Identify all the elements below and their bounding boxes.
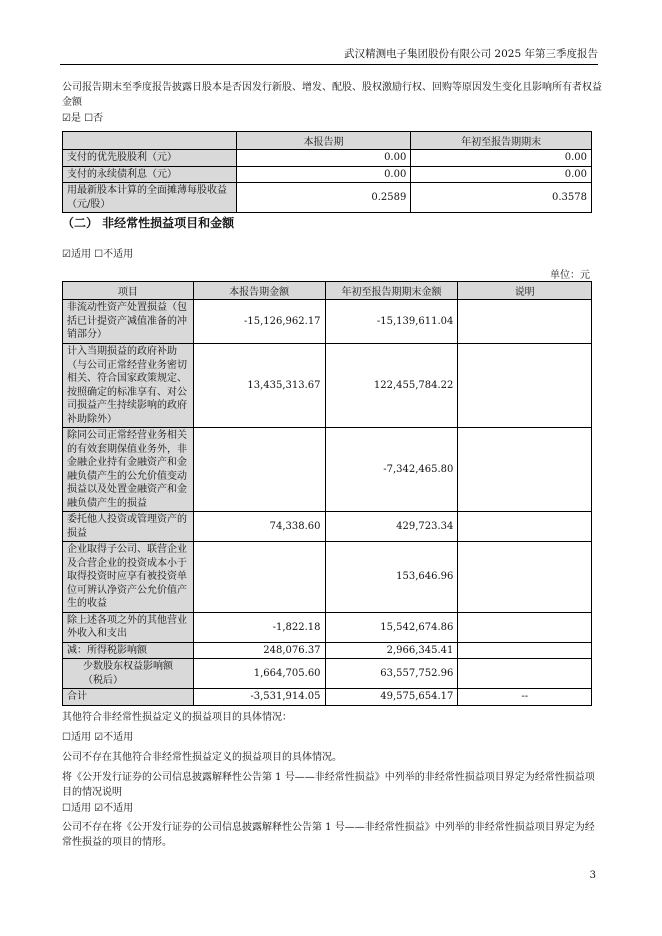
table1-header-ytd: 年初至报告期期末 [411,132,592,150]
table2-cell: 122,455,784.22 [325,344,458,428]
table2-cell: -7,342,465.80 [325,428,458,512]
table2-row-label: 除同公司正常经营业务相关的有效套期保值业务外，非金融企业持有金融资产和金融负债产生的公允价值变动损益以及处置金融资产和金融负债产生的损益 [63,428,194,512]
table2-note [458,344,592,428]
intro-text: 公司报告期末至季度报告披露日股本是否因发行新股、增发、配股、股权激励行权、回购等原因发生变化且影响所有者权益金额 [62,82,602,108]
table2-note [458,642,592,659]
table2-note [458,659,592,689]
table2-cell: 153,646.96 [325,542,458,613]
other-items-statement: 公司不存在其他符合非经常性损益定义的损益项目的具体情况。 [62,752,342,763]
table1-cell: 0.2589 [236,183,411,213]
table2-row-label: 企业取得子公司、联营企业及合营企业的投资成本小于取得投资时应享有被投资单位可辨认净资产公允价值产生的收益 [63,542,194,613]
table2-cell: 248,076.37 [193,642,325,659]
page-header [60,42,598,65]
page-number: 3 [589,870,596,881]
table2-header-note: 说明 [458,282,592,300]
table2-note [458,428,592,512]
table2-total-cell: -3,531,914.05 [193,689,325,706]
table2-row-label: 计入当期损益的政府补助（与公司正常经营业务密切相关、符合国家政策规定、按照确定的标准享有、对公司损益产生持续影响的政府补助除外） [63,344,194,428]
table2-cell [193,542,325,613]
table2-header-current: 本报告期金额 [193,282,325,300]
table1-cell: 0.00 [411,150,592,167]
table2-header-item: 项目 [63,282,194,300]
other-items-checkbox: ☐适用 ☑不适用 [62,732,134,743]
table2-cell: 13,435,313.67 [193,344,325,428]
table1-header-current: 本报告期 [236,132,411,150]
preferred-dividend-table [62,131,592,213]
table2-note [458,612,592,642]
section-title: （二） 非经常性损益项目和金额 [62,216,235,230]
table2-row-label: 非流动性资产处置损益（包括已计提资产减值准备的冲销部分） [63,300,194,344]
table1-cell: 0.00 [236,150,411,167]
other-items-text: 其他符合非经常性损益定义的损益项目的具体情况： [62,712,292,723]
table2-cell: -15,139,611.04 [325,300,458,344]
table2-row-label: 减：所得税影响额 [63,642,194,659]
table2-cell: 429,723.34 [325,512,458,542]
table1-row-label: 用最新股本计算的全面摊薄每股收益（元/股） [63,183,237,213]
table1-cell: 0.3578 [411,183,592,213]
table1-header-blank [63,132,237,150]
table2-cell [193,428,325,512]
table1-row-label: 支付的永续债利息（元） [63,166,237,183]
table2-cell: -1,822.18 [193,612,325,642]
header-title: 武汉精测电子集团股份有限公司 2025 年第三季度报告 [344,48,598,60]
table1-row-label: 支付的优先股股利（元） [63,150,237,167]
table2-total-cell: 49,575,654.17 [325,689,458,706]
section2-checkbox: ☑适用 ☐不适用 [62,249,134,260]
table2-cell: 63,557,752.96 [325,659,458,689]
table2-cell: -15,126,962.17 [193,300,325,344]
non-recurring-table [62,281,592,706]
table1-cell: 0.00 [236,166,411,183]
table2-cell: 74,338.60 [193,512,325,542]
table2-note [458,512,592,542]
table2-total-label: 合计 [63,689,194,706]
table2-cell: 1,664,705.60 [193,659,325,689]
table2-total-note: -- [458,689,592,706]
table2-cell: 15,542,674.86 [325,612,458,642]
reclass-checkbox: ☐适用 ☑不适用 [62,803,134,814]
unit-label: 单位：元 [550,270,590,281]
table2-cell: 2,966,345.41 [325,642,458,659]
table2-note [458,542,592,613]
table2-note [458,300,592,344]
intro-checkbox: ☑是 ☐否 [62,113,104,124]
table2-row-label: 少数股东权益影响额（税后） [63,659,194,689]
table2-row-label: 除上述各项之外的其他营业外收入和支出 [63,612,194,642]
table2-row-label: 委托他人投资或管理资产的损益 [63,512,194,542]
table1-cell: 0.00 [411,166,592,183]
table2-header-ytd: 年初至报告期期末金额 [325,282,458,300]
reclass-text: 将《公开发行证券的公司信息披露解释性公告第 1 号——非经常性损益》中列举的非经常性损益项目界定为经常性损益项目的情况说明 [62,772,595,798]
reclass-statement: 公司不存在将《公开发行证券的公司信息披露解释性公告第 1 号——非经常性损益》中列举的非经常性损益项目界定为经常性损益的项目的情形。 [62,822,595,848]
